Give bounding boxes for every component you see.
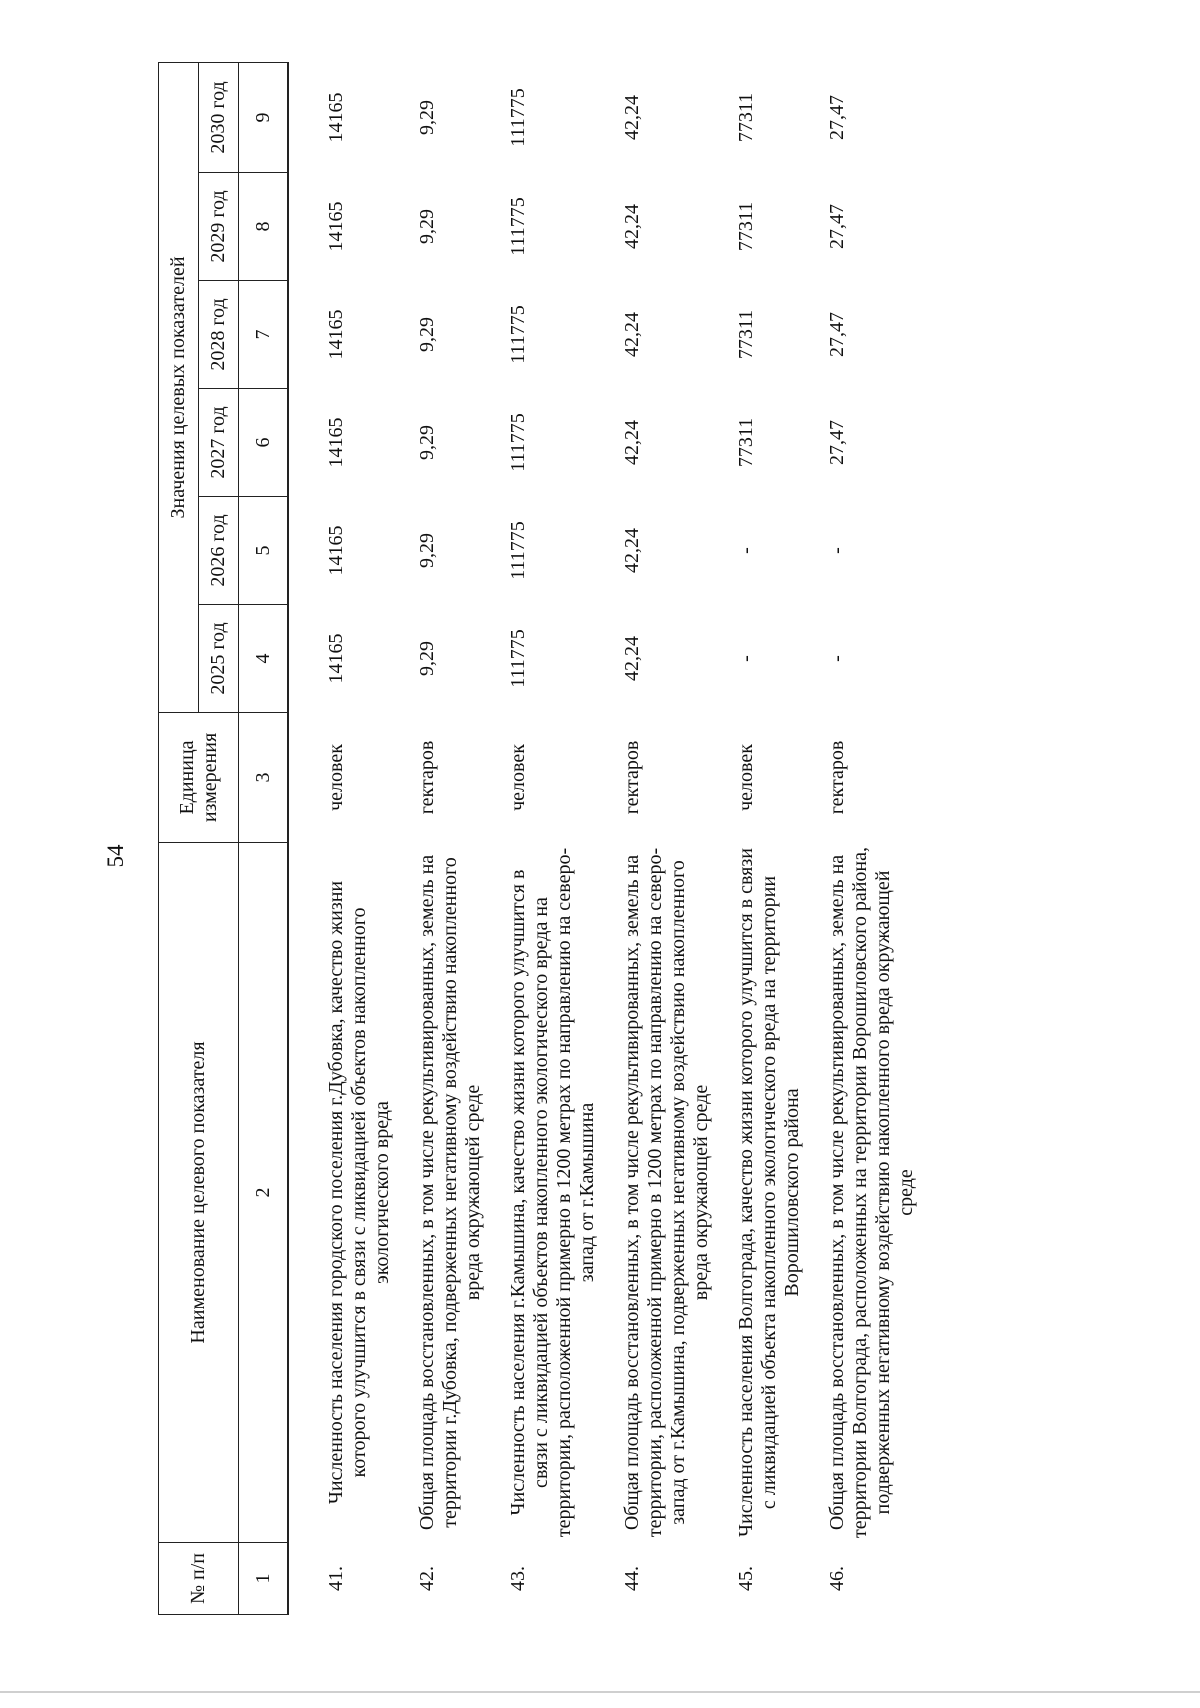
indicator-name: Общая площадь восстановленных, в том числе рекультивированных, земель на территории, расположенной примерно в 1200 метрах по направлению на северо-запад от г.Камышина, подверженных негативному воздействию накопленного вреда окружающей среде <box>621 847 712 1538</box>
value-cell: 27,47 <box>826 312 848 357</box>
value-cell: 111775 <box>507 629 529 688</box>
value-cell: 42,24 <box>621 420 643 465</box>
col-number: 6 <box>239 389 289 497</box>
value-cell: - <box>735 547 757 554</box>
value-cell: 77311 <box>735 92 757 143</box>
indicators-table <box>158 62 928 1615</box>
value-cell: 42,24 <box>621 312 643 357</box>
header-year: 2027 год <box>199 389 239 497</box>
value-cell: 14165 <box>325 201 347 252</box>
table-row <box>495 62 609 1614</box>
indicator-name: Общая площадь восстановленных, в том числе рекультивированных, земель на территории Волгограда, расположенных на территории Ворошиловского района, подверженных негативному воздействию накопленного вреда окружающей среде <box>826 846 917 1539</box>
indicator-unit: человек <box>735 744 757 811</box>
col-number: 4 <box>239 605 289 713</box>
value-cell: 27,47 <box>826 204 848 249</box>
row-number: 46. <box>826 1566 848 1591</box>
indicator-unit: человек <box>325 744 347 811</box>
table-row <box>814 62 928 1614</box>
header-year: 2025 год <box>199 605 239 713</box>
value-cell: 42,24 <box>621 636 643 681</box>
page-number: 54 <box>103 844 128 868</box>
header-unit: Единица измерения <box>159 713 239 843</box>
value-cell: 9,29 <box>416 641 438 676</box>
indicator-unit: гектаров <box>416 740 438 815</box>
value-cell: 77311 <box>735 417 757 468</box>
value-cell: 14165 <box>325 633 347 684</box>
value-cell: 9,29 <box>416 425 438 460</box>
value-cell: 9,29 <box>416 317 438 352</box>
table-row <box>723 62 814 1614</box>
value-cell: 111775 <box>507 197 529 256</box>
value-cell: 14165 <box>325 309 347 360</box>
value-cell: 42,24 <box>621 204 643 249</box>
header-year: 2028 год <box>199 281 239 389</box>
value-cell: 14165 <box>325 417 347 468</box>
table-row <box>404 62 495 1614</box>
col-number: 8 <box>239 173 289 281</box>
indicator-unit: гектаров <box>621 740 643 815</box>
header-num: № п/п <box>159 1543 239 1615</box>
row-number: 43. <box>507 1566 529 1591</box>
header-year: 2026 год <box>199 497 239 605</box>
indicator-name: Численность населения г.Камышина, качество жизни которого улучшится в связи с ликвидацией объектов накопленного экологического вреда на территории, расположенной примерно в 1200 метрах по направлению на северо-запад от г.Камышина <box>507 847 598 1538</box>
value-cell: 9,29 <box>416 209 438 244</box>
value-cell: - <box>735 655 757 662</box>
value-cell: 77311 <box>735 201 757 252</box>
value-cell: 27,47 <box>826 94 848 140</box>
indicator-unit: гектаров <box>826 740 848 815</box>
row-number: 44. <box>621 1566 643 1591</box>
value-cell: 111775 <box>507 305 529 364</box>
row-number: 41. <box>325 1566 347 1591</box>
indicator-name: Численность населения Волгограда, качество жизни которого улучшится в связи с ликвидацией объекта накопленного экологического вреда на территории Ворошиловского района <box>735 848 803 1537</box>
header-year: 2029 год <box>199 173 239 281</box>
value-cell: 42,24 <box>621 94 643 140</box>
col-number: 7 <box>239 281 289 389</box>
row-number: 45. <box>735 1566 757 1591</box>
row-number: 42. <box>416 1566 438 1591</box>
col-number: 2 <box>239 843 289 1543</box>
value-cell: 9,29 <box>416 99 438 135</box>
value-cell: 9,29 <box>416 533 438 568</box>
header-values: Значения целевых показателей <box>159 62 199 712</box>
indicator-unit: человек <box>507 744 529 811</box>
col-number: 3 <box>239 713 289 843</box>
value-cell: 42,24 <box>621 528 643 573</box>
header-name: Наименование целевого показателя <box>159 843 239 1543</box>
value-cell: 111775 <box>507 88 529 147</box>
value-cell: 111775 <box>507 521 529 580</box>
value-cell: - <box>826 655 848 662</box>
col-number: 5 <box>239 497 289 605</box>
table-row <box>609 62 723 1614</box>
table-row <box>288 62 404 1614</box>
indicator-name: Численность населения городского поселения г.Дубовка, качество жизни которого улучшится в связи с ликвидацией объектов накопленного экологического вреда <box>325 880 393 1505</box>
scan-edge-line <box>0 1691 1200 1693</box>
value-cell: 77311 <box>735 309 757 360</box>
value-cell: - <box>826 547 848 554</box>
indicator-name: Общая площадь восстановленных, в том числе рекультивированных, земель на территории г.Дубовка, подверженных негативному воздействию накопленного вреда окружающей среде <box>416 854 484 1531</box>
col-number: 1 <box>239 1543 289 1615</box>
value-cell: 14165 <box>325 525 347 576</box>
header-year: 2030 год <box>199 62 239 172</box>
col-number: 9 <box>239 62 289 172</box>
value-cell: 14165 <box>325 92 347 143</box>
value-cell: 27,47 <box>826 420 848 465</box>
value-cell: 111775 <box>507 413 529 472</box>
